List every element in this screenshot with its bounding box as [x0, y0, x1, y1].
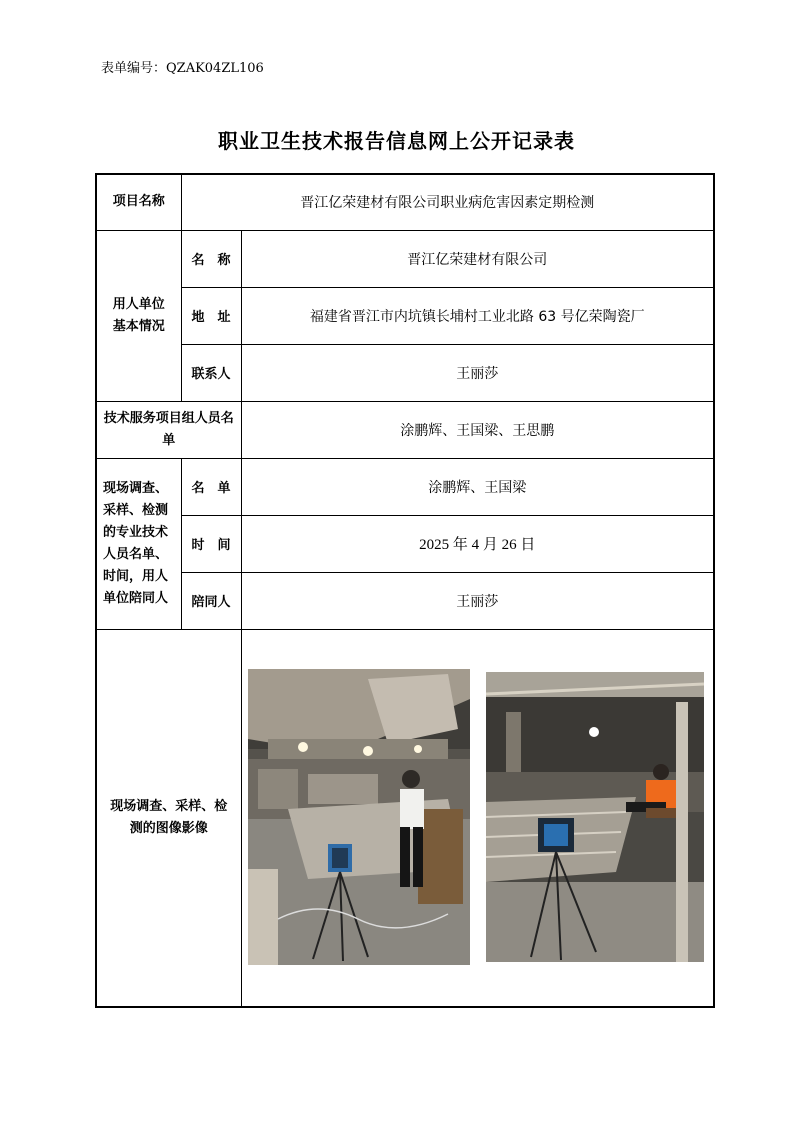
table-row	[96, 515, 714, 572]
form-number: 表单编号：QZAK04ZL106	[101, 61, 264, 76]
table-row	[96, 572, 714, 629]
page-title: 职业卫生技术报告信息网上公开记录表	[218, 129, 575, 153]
employer-info-label: 用人单位基本情况	[96, 230, 181, 401]
survey-escort-label: 陪同人	[181, 572, 241, 629]
table-row	[96, 174, 714, 230]
table-row	[96, 287, 714, 344]
record-table	[95, 173, 715, 1008]
employer-name-label: 名 称	[181, 230, 241, 287]
survey-names-label: 名 单	[181, 458, 241, 515]
employer-contact-value: 王丽莎	[241, 344, 714, 401]
survey-label: 现场调查、采样、检测的专业技术人员名单、时间，用人单位陪同人	[96, 458, 181, 629]
table-row	[96, 230, 714, 287]
survey-time-value: 2025 年 4 月 26 日	[241, 515, 714, 572]
survey-names-value: 涂鹏辉、王国梁	[241, 458, 714, 515]
employer-address-label: 地 址	[181, 287, 241, 344]
employer-contact-label: 联系人	[181, 344, 241, 401]
images-label: 现场调查、采样、检测的图像影像	[96, 629, 241, 1007]
factory-sampling-photo-right-icon	[486, 672, 704, 962]
team-label: 技术服务项目组人员名单	[96, 401, 241, 458]
employer-name-value: 晋江亿荣建材有限公司	[241, 230, 714, 287]
table-row	[96, 629, 714, 1007]
team-value: 涂鹏辉、王国梁、王思鹏	[241, 401, 714, 458]
survey-time-label: 时 间	[181, 515, 241, 572]
table-row	[96, 401, 714, 458]
table-row	[96, 458, 714, 515]
employer-address-value: 福建省晋江市内坑镇长埔村工业北路 63 号亿荣陶瓷厂	[241, 287, 714, 344]
table-row	[96, 344, 714, 401]
factory-sampling-photo-left-icon	[248, 669, 470, 965]
project-name-label: 项目名称	[96, 174, 181, 230]
survey-escort-value: 王丽莎	[241, 572, 714, 629]
images-cell	[241, 629, 714, 1007]
project-name-value: 晋江亿荣建材有限公司职业病危害因素定期检测	[181, 174, 714, 230]
